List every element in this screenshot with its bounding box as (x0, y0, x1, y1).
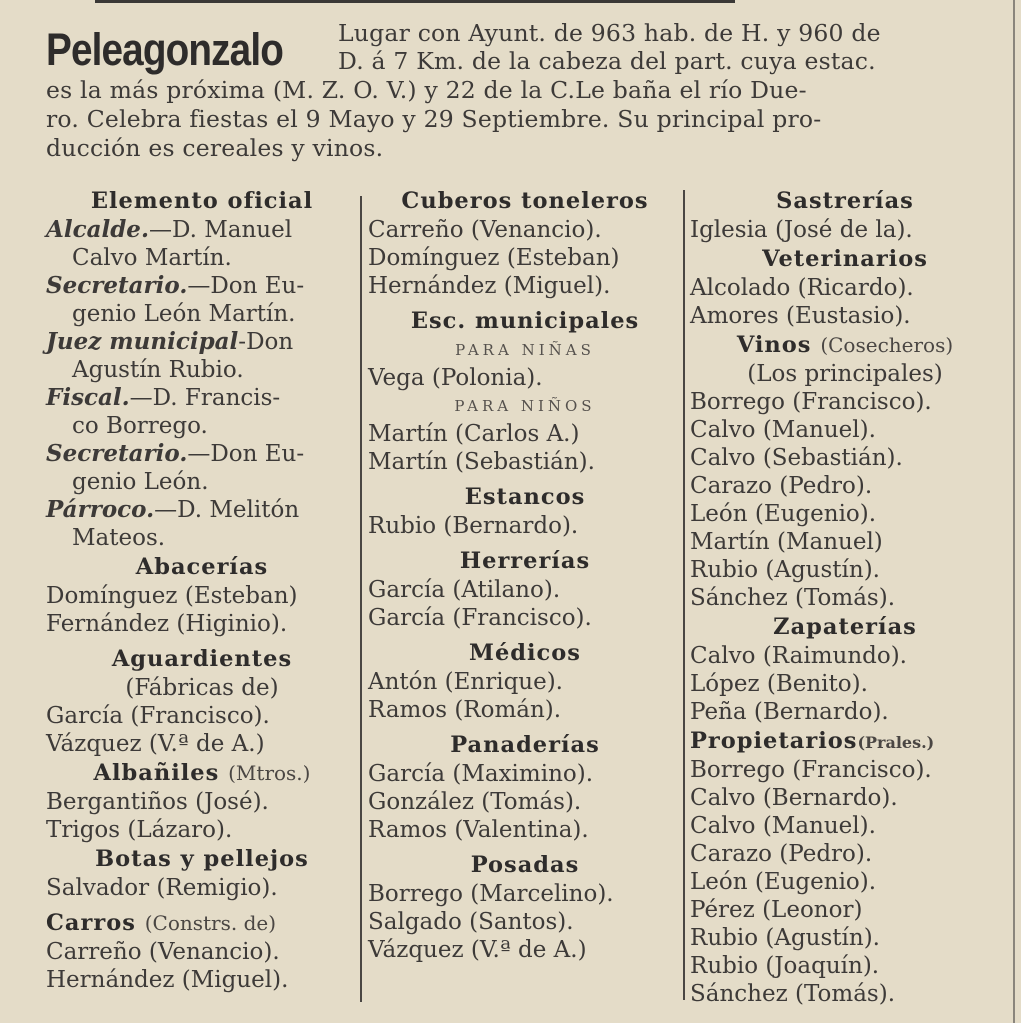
town-name: Peleagonzalo (46, 24, 283, 75)
official-entry (46, 328, 358, 356)
list-item: Calvo (Bernardo). (690, 785, 898, 811)
list-item: Martín (Sebastián). (368, 449, 595, 475)
list-item: Ramos (Valentina). (368, 817, 589, 843)
official-entry: genio León Martín. (72, 301, 296, 327)
list-item: Vázquez (V.ª de A.) (368, 937, 587, 963)
list-item: García (Francisco). (46, 703, 270, 729)
list-item: Domínguez (Esteban) (368, 245, 620, 271)
list-item: Fernández (Higinio). (46, 611, 288, 637)
section-heading-medicos: Médicos (469, 640, 581, 666)
section-heading-aguardientes: Aguardientes (111, 646, 293, 672)
official-entry (46, 216, 358, 244)
column-divider (360, 196, 362, 1002)
intro-line: D. á 7 Km. de la cabeza del part. cuya estac. (338, 47, 876, 75)
list-item: Carreño (Venancio). (46, 939, 280, 965)
list-item: Domínguez (Esteban) (46, 583, 298, 609)
official-role: Secretario. (46, 440, 188, 467)
official-text: —D. Melitón (154, 497, 300, 523)
list-item: Alcolado (Ricardo). (690, 275, 914, 301)
list-item: Calvo (Manuel). (690, 813, 876, 839)
list-item: Antón (Enrique). (368, 669, 563, 695)
list-item: Salgado (Santos). (368, 909, 574, 935)
official-entry (46, 272, 358, 300)
list-item: Peña (Bernardo). (690, 699, 889, 725)
section-heading-albaniles (46, 758, 358, 788)
section-heading-sastrerias: Sastrerías (776, 188, 914, 214)
list-item: González (Tomás). (368, 789, 582, 815)
section-heading-veterinarios: Veterinarios (762, 246, 928, 272)
section-heading-panaderias: Panaderías (450, 732, 600, 758)
section-subheading: PARA NIÑAS (455, 341, 595, 359)
list-item: López (Benito). (690, 671, 868, 697)
official-entry (46, 384, 358, 412)
intro-line: Lugar con Ayunt. de 963 hab. de H. y 960 de (338, 19, 881, 47)
section-heading-herrerias: Herrerías (459, 548, 591, 574)
official-text: —D. Manuel (148, 217, 293, 243)
list-item: Sánchez (Tomás). (690, 585, 896, 611)
intro-line: es la más próxima (M. Z. O. V.) y 22 de la C.Le baña el río Due- (46, 76, 807, 104)
official-role: Secretario. (46, 272, 188, 299)
official-text: —Don Eu- (187, 441, 305, 467)
directory-column-1 (46, 186, 358, 994)
list-item: García (Francisco). (368, 605, 592, 631)
section-heading-vinos (690, 330, 1000, 360)
section-note: (Prales.) (857, 733, 935, 752)
list-item: Carazo (Pedro). (690, 841, 873, 867)
list-item: León (Eugenio). (690, 501, 877, 527)
intro-line: ducción es cereales y vinos. (46, 134, 384, 162)
list-item: Carreño (Venancio). (368, 217, 602, 243)
list-item: Martín (Manuel) (690, 529, 883, 555)
official-entry (46, 440, 358, 468)
list-item: Pérez (Leonor) (690, 897, 863, 923)
list-item: García (Maximino). (368, 761, 594, 787)
list-item: Rubio (Joaquín). (690, 953, 880, 979)
section-title: Vinos (736, 332, 812, 358)
section-title: Carros (46, 910, 136, 936)
official-entry: Calvo Martín. (72, 245, 232, 271)
list-item: Borrego (Francisco). (690, 757, 932, 783)
official-entry: Agustín Rubio. (72, 357, 244, 383)
top-rule (95, 0, 735, 3)
list-item: Rubio (Agustín). (690, 925, 880, 951)
section-heading-posadas: Posadas (470, 852, 580, 878)
list-item: Rubio (Bernardo). (368, 513, 579, 539)
page-edge-rule (1013, 0, 1015, 1023)
section-heading-elemento-oficial: Elemento oficial (90, 188, 314, 214)
list-item: Sánchez (Tomás). (690, 981, 896, 1007)
section-heading-propietarios (690, 726, 1000, 756)
list-item: Borrego (Marcelino). (368, 881, 614, 907)
official-entry: genio León. (72, 469, 209, 495)
section-heading-botas: Botas y pellejos (95, 846, 309, 872)
list-item: León (Eugenio). (690, 869, 877, 895)
official-entry: co Borrego. (72, 413, 208, 439)
section-note: (Fábricas de) (125, 675, 279, 701)
section-title: Albañiles (93, 760, 220, 786)
list-item: Calvo (Manuel). (690, 417, 876, 443)
official-entry (46, 496, 358, 524)
column-divider (683, 190, 685, 1000)
list-item: Trigos (Lázaro). (46, 817, 233, 843)
list-item: Calvo (Raimundo). (690, 643, 907, 669)
official-text: —D. Francis- (129, 385, 281, 411)
list-item: García (Atilano). (368, 577, 561, 603)
section-subheading: PARA NIÑOS (454, 397, 596, 415)
official-role: Fiscal. (46, 384, 130, 411)
section-note: (Cosecheros) (820, 333, 954, 357)
official-role: Alcalde. (46, 216, 149, 243)
list-item: Vega (Polonia). (368, 365, 543, 391)
section-title: Propietarios (690, 728, 858, 754)
intro-line: ro. Celebra fiestas el 9 Mayo y 29 Septiembre. Su principal pro- (46, 105, 822, 133)
section-note: (Los principales) (747, 361, 943, 387)
list-item: Borrego (Francisco). (690, 389, 932, 415)
official-role: Juez municipal (46, 328, 239, 355)
official-role: Párroco. (46, 496, 155, 523)
official-entry: Mateos. (72, 525, 166, 551)
list-item: Hernández (Miguel). (46, 967, 289, 993)
list-item: Hernández (Miguel). (368, 273, 611, 299)
section-heading-zapaterias: Zapaterías (773, 614, 917, 640)
list-item: Carazo (Pedro). (690, 473, 873, 499)
section-heading-escuelas: Esc. municipales (410, 308, 640, 334)
list-item: Bergantiños (José). (46, 789, 269, 815)
section-note: (Constrs. de) (144, 911, 277, 935)
list-item: Martín (Carlos A.) (368, 421, 580, 447)
list-item: Iglesia (José de la). (690, 217, 913, 243)
directory-column-3 (690, 186, 1000, 1008)
section-heading-abacerias: Abacerías (135, 554, 269, 580)
section-heading-estancos: Estancos (464, 484, 586, 510)
list-item: Salvador (Remigio). (46, 875, 278, 901)
official-text: -Don (238, 329, 294, 355)
section-heading-cuberos: Cuberos toneleros (401, 188, 649, 214)
list-item: Ramos (Román). (368, 697, 562, 723)
list-item: Rubio (Agustín). (690, 557, 880, 583)
section-note: (Mtros.) (228, 761, 311, 785)
section-heading-carros (46, 908, 358, 938)
list-item: Vázquez (V.ª de A.) (46, 731, 265, 757)
directory-column-2 (368, 186, 682, 964)
list-item: Calvo (Sebastián). (690, 445, 903, 471)
official-text: —Don Eu- (187, 273, 305, 299)
list-item: Amores (Eustasio). (690, 303, 911, 329)
